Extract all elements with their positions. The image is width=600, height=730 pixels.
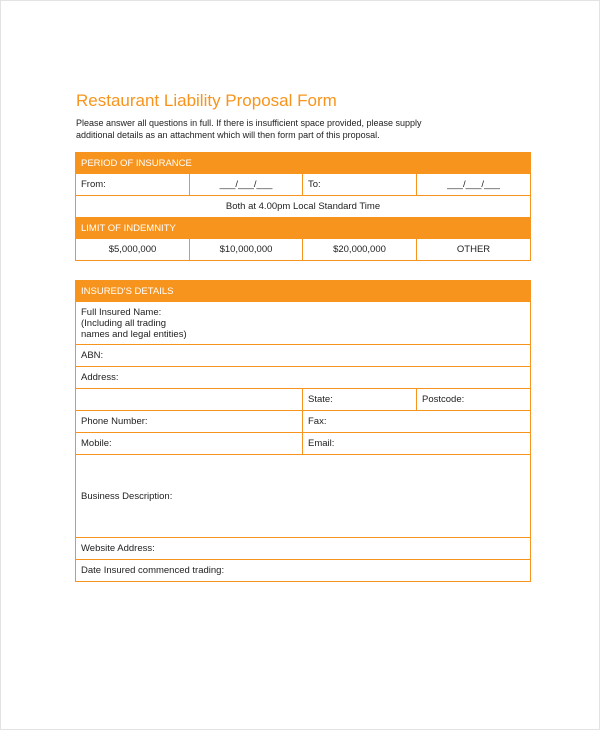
business-description-label: Business Description: [81, 490, 173, 502]
full-name-label: Full Insured Name: [81, 306, 162, 318]
postcode-field[interactable] [417, 389, 531, 411]
from-label: From: [76, 174, 190, 196]
indemnity-option[interactable]: OTHER [417, 239, 531, 261]
address-label: Address: [81, 372, 119, 383]
phone-field[interactable] [76, 411, 303, 433]
abn-field[interactable] [76, 345, 531, 367]
indemnity-option[interactable]: $20,000,000 [303, 239, 417, 261]
insured-details-table [75, 280, 531, 582]
from-date-field[interactable]: ___/___/___ [190, 174, 303, 196]
period-header: PERIOD OF INSURANCE [76, 153, 531, 174]
phone-label: Phone Number: [81, 416, 148, 427]
full-name-field[interactable] [76, 302, 531, 345]
mobile-label: Mobile: [81, 438, 112, 449]
to-label: To: [303, 174, 417, 196]
form-intro: Please answer all questions in full. If there is insufficient space provided, please supply additional details as an attachment which will then form part of this proposal. [76, 118, 422, 140]
full-name-note: (Including all trading names and legal entities) [81, 317, 187, 340]
business-description-field[interactable] [76, 455, 531, 538]
address-field[interactable] [76, 367, 531, 389]
website-label: Website Address: [81, 543, 155, 554]
date-commenced-field[interactable] [76, 560, 531, 582]
abn-label: ABN: [81, 350, 104, 361]
email-field[interactable] [303, 433, 531, 455]
date-commenced-label: Date Insured commenced trading: [81, 565, 225, 576]
website-field[interactable] [76, 538, 531, 560]
to-date-field[interactable]: ___/___/___ [417, 174, 531, 196]
indemnity-option[interactable]: $5,000,000 [76, 239, 190, 261]
state-label: State: [308, 394, 333, 405]
indemnity-option[interactable]: $10,000,000 [190, 239, 303, 261]
fax-label: Fax: [308, 416, 327, 427]
period-indemnity-table [75, 152, 531, 261]
time-note: Both at 4.00pm Local Standard Time [76, 196, 531, 218]
email-label: Email: [308, 438, 335, 449]
fax-field[interactable] [303, 411, 531, 433]
mobile-field[interactable] [76, 433, 303, 455]
insured-header: INSURED'S DETAILS [76, 281, 531, 302]
postcode-label: Postcode: [422, 394, 465, 405]
address-line-2-field[interactable] [76, 389, 303, 411]
indemnity-header: LIMIT OF INDEMNITY [76, 218, 531, 239]
state-field[interactable] [303, 389, 417, 411]
form-title: Restaurant Liability Proposal Form [76, 91, 337, 110]
